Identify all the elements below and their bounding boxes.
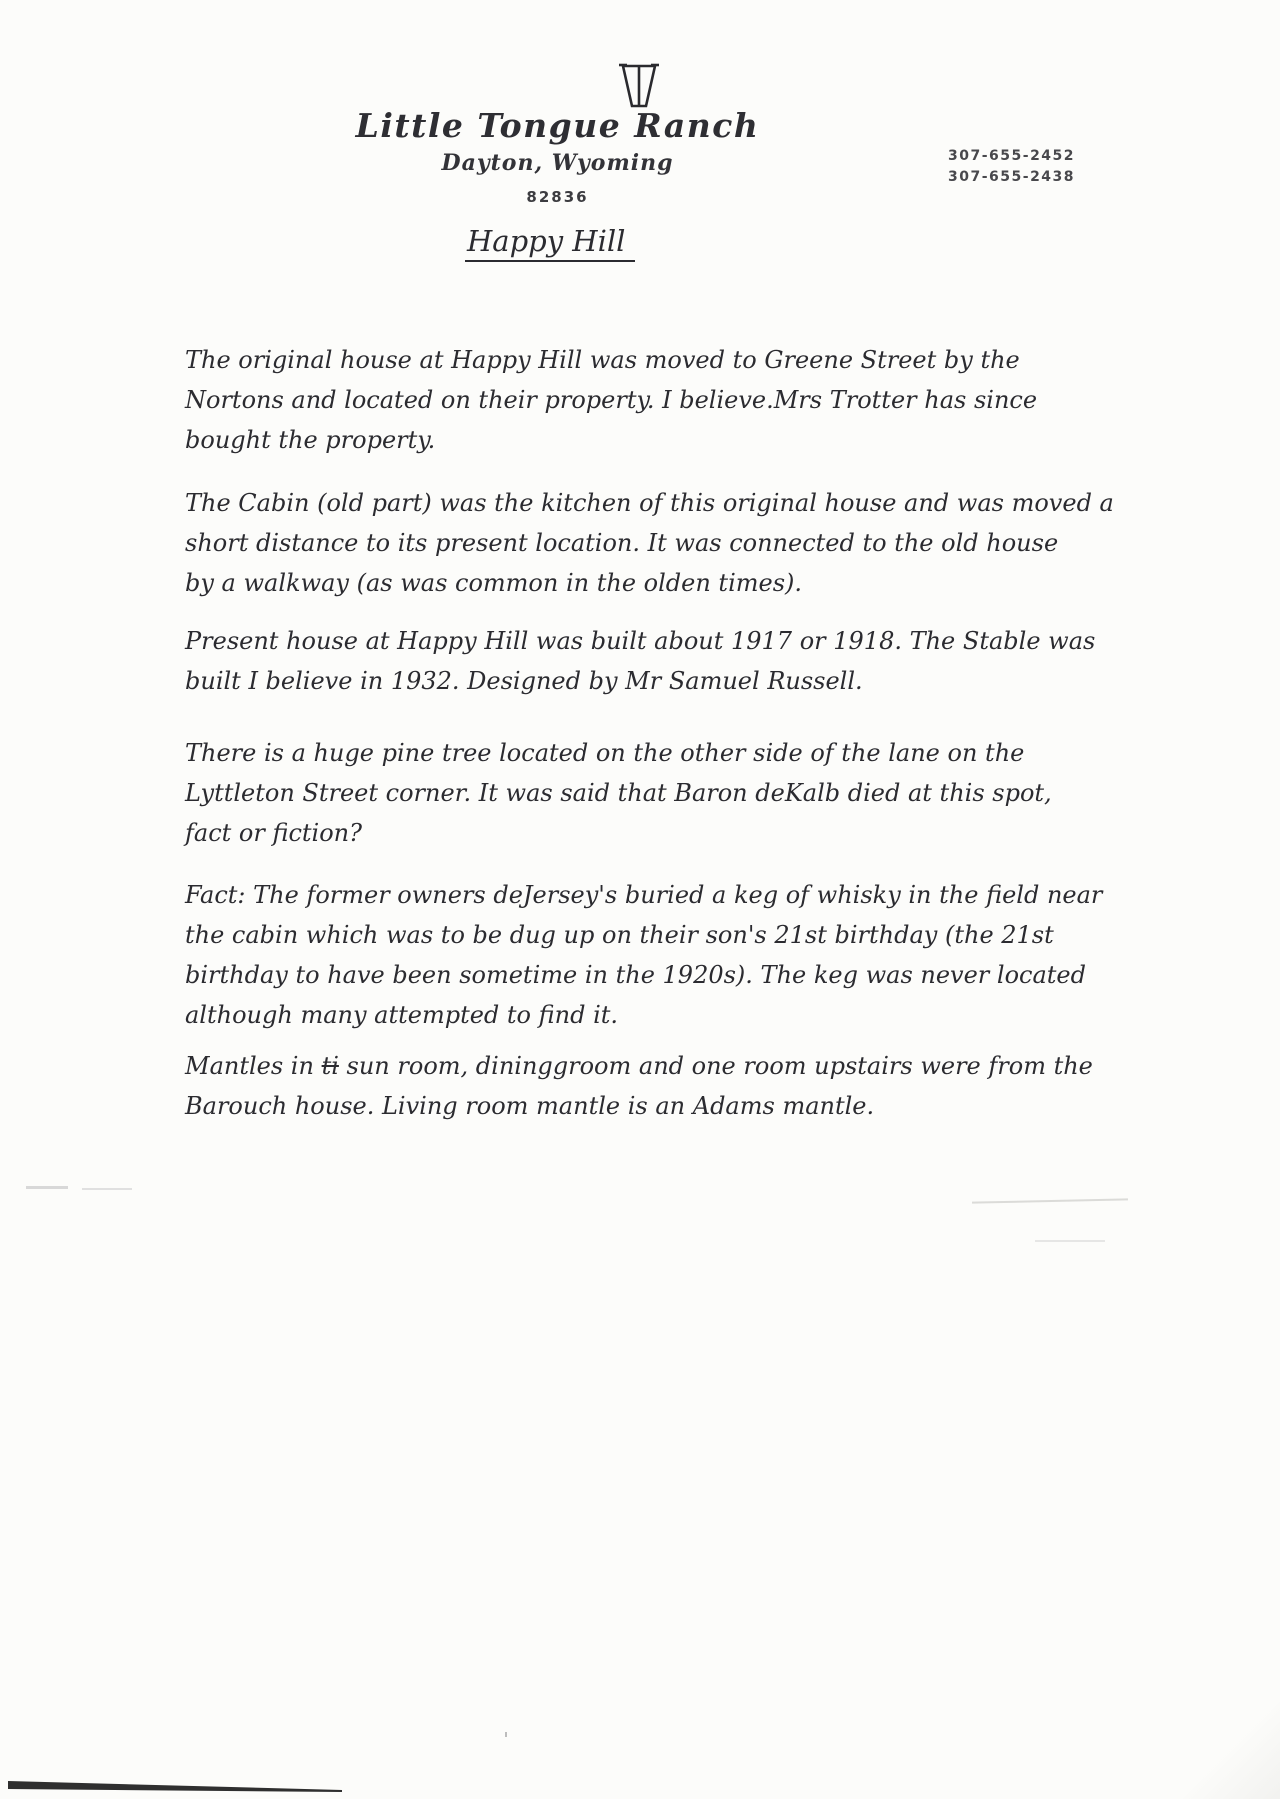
scan-artifact-streak (972, 1198, 1128, 1203)
handwritten-line: The original house at Happy Hill was moved to Greene Street by the (185, 346, 1020, 374)
handwritten-line: There is a huge pine tree located on the other side of the lane on the (185, 739, 1025, 767)
handwritten-line: Fact: The former owners deJersey's buried a keg of whisky in the field near (185, 881, 1103, 909)
scan-artifact-dash (82, 1188, 132, 1190)
paragraph-cabin (185, 483, 1114, 603)
ranch-city-state: Dayton, Wyoming (441, 150, 674, 176)
document-title: Happy Hill (465, 224, 635, 262)
scan-artifact-corner-shade (1180, 1640, 1280, 1799)
ranch-zip-code: 82836 (526, 188, 589, 206)
phone-numbers (948, 146, 1075, 188)
handwritten-line: Lyttleton Street corner. It was said that Baron deKalb died at this spot, (185, 779, 1052, 807)
handwritten-line: by a walkway (as was common in the olden times). (185, 569, 803, 597)
ranch-brand-icon (615, 60, 663, 112)
paragraph-pine-tree (185, 733, 1052, 853)
handwritten-line: The Cabin (old part) was the kitchen of this original house and was moved a (185, 489, 1114, 517)
handwritten-line: Nortons and located on their property. I believe.Mrs Trotter has since (185, 386, 1038, 414)
phone-number-1: 307-655-2452 (948, 148, 1076, 164)
handwritten-line: short distance to its present location. It was connected to the old house (185, 529, 1059, 557)
handwritten-line: fact or fiction? (185, 819, 362, 847)
handwritten-line: birthday to have been sometime in the 1920s). The keg was never located (185, 961, 1086, 989)
paragraph-mantles (185, 1046, 1093, 1126)
handwritten-line: bought the property. (185, 426, 436, 454)
scan-artifact-streak (1035, 1240, 1105, 1242)
handwritten-line: Mantles in ti sun room, dininggroom and one room upstairs were from the (185, 1052, 1093, 1080)
paragraph-present-house (185, 621, 1095, 701)
handwritten-line: the cabin which was to be dug up on their son's 21st birthday (the 21st (185, 921, 1054, 949)
handwritten-line: built I believe in 1932. Designed by Mr Samuel Russell. (185, 667, 863, 695)
ranch-name: Little Tongue Ranch (355, 106, 760, 145)
handwritten-line: Present house at Happy Hill was built about 1917 or 1918. The Stable was (185, 627, 1096, 655)
phone-number-2: 307-655-2438 (948, 169, 1076, 185)
handwritten-line: Barouch house. Living room mantle is an Adams mantle. (185, 1092, 875, 1120)
scan-artifact-edge-bar (8, 1779, 343, 1794)
paragraph-whisky-keg (185, 875, 1102, 1035)
scan-artifact-dash (26, 1186, 68, 1189)
handwritten-line: although many attempted to find it. (185, 1001, 619, 1029)
scan-artifact-speck (505, 1732, 507, 1737)
paragraph-original-house (185, 340, 1037, 460)
